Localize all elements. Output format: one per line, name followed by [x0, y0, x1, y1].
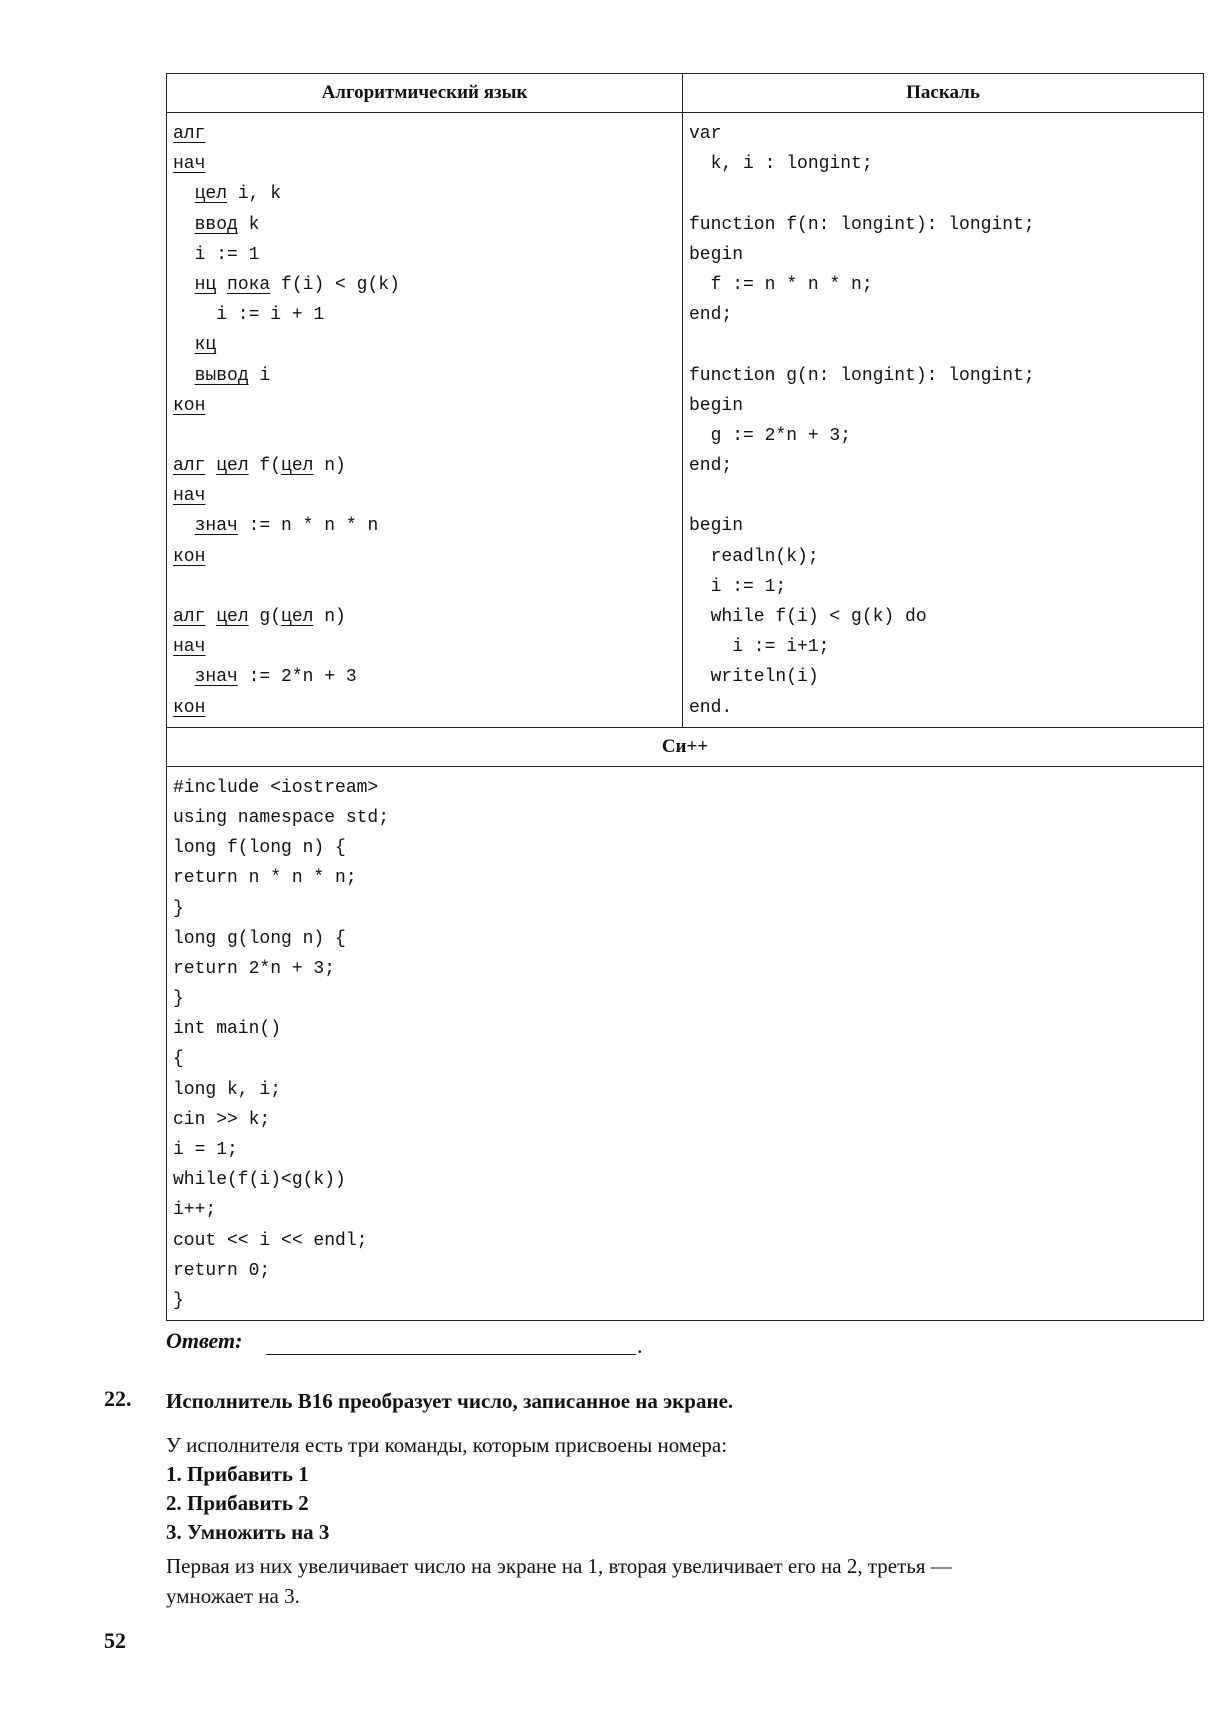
keyword: кон	[173, 395, 206, 416]
code-text: cin >> k;	[173, 1109, 271, 1130]
keyword: кон	[173, 697, 206, 718]
pascal-code-line	[689, 421, 1197, 451]
keyword: нач	[173, 637, 206, 658]
code-text: f(	[248, 456, 282, 477]
algo-code-line	[173, 693, 676, 723]
keyword: цел	[281, 607, 314, 627]
algo-code-line	[173, 361, 676, 391]
algo-code-line	[173, 572, 676, 602]
code-text: var	[689, 124, 722, 144]
code-text	[173, 184, 195, 204]
answer-blank	[266, 1354, 636, 1355]
cpp-code-line	[173, 1014, 1197, 1044]
pascal-code-line	[689, 179, 1197, 209]
code-text: int main()	[173, 1019, 282, 1040]
header-algo: Алгоритмический язык	[167, 74, 683, 113]
algo-code-line	[173, 179, 676, 209]
cpp-code-line	[173, 863, 1197, 893]
code-text: i = 1;	[173, 1140, 238, 1160]
code-text: f(i) < g(k)	[270, 274, 400, 295]
cpp-code-line	[173, 1105, 1197, 1135]
pascal-code-line	[689, 210, 1197, 240]
algo-code-line	[173, 542, 676, 572]
command-item: 3. Умножить на 3	[166, 1520, 330, 1544]
code-text: cout << i << endl;	[173, 1230, 368, 1251]
code-text: i := i+1;	[689, 637, 830, 658]
pascal-code-line	[689, 542, 1197, 572]
code-text: }	[173, 989, 184, 1010]
code-text: k, i : longint;	[689, 154, 873, 175]
code-text	[173, 275, 195, 295]
code-text: long g(long n) {	[173, 928, 346, 949]
code-text: end.	[689, 697, 733, 718]
cpp-code-line	[173, 1286, 1197, 1316]
cpp-code-line	[173, 984, 1197, 1014]
code-text: return 0;	[173, 1260, 271, 1281]
code-text: writeln(i)	[689, 667, 819, 688]
code-text	[205, 607, 216, 627]
code-text: return 2*n + 3;	[173, 958, 336, 979]
pascal-code-line	[689, 602, 1197, 632]
keyword: кон	[173, 546, 206, 567]
code-text: i, k	[227, 184, 282, 205]
algo-code-line	[173, 632, 676, 662]
algo-code-cell	[167, 113, 683, 728]
pascal-code-line	[689, 330, 1197, 360]
code-text: f := n * n * n;	[689, 274, 873, 295]
pascal-code-line	[689, 240, 1197, 270]
algo-code-line	[173, 240, 676, 270]
code-text	[173, 667, 195, 687]
algo-code-line	[173, 330, 676, 360]
keyword: нач	[173, 486, 206, 507]
pascal-code-cell	[683, 113, 1204, 728]
code-text	[173, 366, 195, 386]
cpp-code-line	[173, 924, 1197, 954]
cpp-code-line	[173, 833, 1197, 863]
keyword: цел	[281, 456, 314, 477]
command-item: 2. Прибавить 2	[166, 1491, 309, 1515]
code-text: g(	[248, 607, 282, 627]
algo-code-line	[173, 210, 676, 240]
algo-code-line	[173, 421, 676, 451]
keyword: кц	[194, 335, 217, 356]
code-text: }	[173, 1290, 184, 1311]
cpp-code-line	[173, 1135, 1197, 1165]
code-text: function g(n: longint): longint;	[689, 365, 1035, 386]
cpp-code-line	[173, 1256, 1197, 1286]
code-text: begin	[689, 395, 744, 416]
keyword: алг	[173, 607, 206, 627]
algo-code-line	[173, 391, 676, 421]
cpp-code-line	[173, 773, 1197, 803]
cpp-code-line	[173, 954, 1197, 984]
algo-code-line	[173, 119, 676, 149]
algo-code-line	[173, 451, 676, 481]
pascal-code-line	[689, 391, 1197, 421]
code-text: long k, i;	[173, 1079, 282, 1100]
keyword: цел	[216, 607, 249, 627]
task-description-line2: умножает на 3.	[166, 1584, 300, 1608]
algo-code-line	[173, 270, 676, 300]
cpp-code-line	[173, 803, 1197, 833]
code-text: n)	[313, 607, 346, 627]
pascal-code-line	[689, 662, 1197, 692]
code-text: return n * n * n;	[173, 868, 357, 889]
algo-code-line	[173, 511, 676, 541]
keyword: пока	[227, 274, 271, 295]
code-text	[216, 275, 227, 295]
cpp-code-line	[173, 1044, 1197, 1074]
cpp-code-line	[173, 1195, 1197, 1225]
code-text: long f(long n) {	[173, 838, 346, 859]
task-number: 22.	[104, 1386, 132, 1411]
cpp-code-cell	[167, 766, 1204, 1320]
keyword: ввод	[194, 214, 238, 235]
code-text	[173, 516, 195, 536]
code-text	[173, 215, 195, 235]
code-text: begin	[689, 516, 744, 537]
header-cpp: Си++	[167, 727, 1204, 766]
code-text: end;	[689, 456, 733, 477]
code-text: begin	[689, 244, 744, 265]
keyword: знач	[194, 667, 238, 688]
cpp-code-line	[173, 1226, 1197, 1256]
keyword: нач	[173, 154, 206, 175]
code-text: #include <iostream>	[173, 777, 379, 798]
pascal-code-line	[689, 119, 1197, 149]
code-text: i++;	[173, 1200, 217, 1221]
cpp-code-line	[173, 894, 1197, 924]
code-text: readln(k);	[689, 546, 819, 567]
keyword: цел	[194, 184, 228, 205]
task-intro: Исполнитель В16 преобразует число, записанное на экране.	[166, 1389, 734, 1413]
task-description-line1: Первая из них увеличивает число на экране на 1, вторая увеличивает его на 2, третья —	[166, 1554, 952, 1578]
code-text: while(f(i)<g(k))	[173, 1170, 346, 1191]
code-text: := n * n * n	[237, 516, 379, 537]
algo-code-line	[173, 481, 676, 511]
keyword: нц	[194, 274, 217, 295]
code-text: := 2*n + 3	[237, 667, 357, 688]
keyword: цел	[216, 456, 249, 477]
pascal-code-line	[689, 632, 1197, 662]
pascal-code-line	[689, 361, 1197, 391]
code-text: i := 1	[173, 244, 260, 265]
code-text: k	[237, 214, 260, 235]
pascal-code-line	[689, 511, 1197, 541]
code-text: g := 2*n + 3;	[689, 425, 852, 446]
code-text: {	[173, 1049, 184, 1070]
code-text	[173, 335, 195, 355]
command-item: 1. Прибавить 1	[166, 1462, 309, 1486]
task-commands-intro: У исполнителя есть три команды, которым присвоены номера:	[166, 1433, 728, 1457]
code-text: function f(n: longint): longint;	[689, 214, 1035, 235]
cpp-code-line	[173, 1075, 1197, 1105]
pascal-code-line	[689, 481, 1197, 511]
code-text: using namespace std;	[173, 807, 390, 828]
keyword: алг	[173, 124, 206, 144]
cpp-code-line	[173, 1165, 1197, 1195]
pascal-code-line	[689, 572, 1197, 602]
pascal-code-line	[689, 451, 1197, 481]
code-text: while f(i) < g(k) do	[689, 607, 927, 627]
pascal-code-line	[689, 149, 1197, 179]
code-text: end;	[689, 305, 733, 326]
code-text	[205, 456, 216, 476]
code-text: n)	[313, 456, 346, 477]
pascal-code-line	[689, 693, 1197, 723]
pascal-code-line	[689, 270, 1197, 300]
pascal-code-line	[689, 300, 1197, 330]
keyword: алг	[173, 456, 206, 477]
keyword: знач	[194, 516, 238, 537]
header-pascal: Паскаль	[683, 74, 1204, 113]
code-table	[166, 73, 1204, 1321]
answer-end: .	[637, 1333, 643, 1358]
algo-code-line	[173, 300, 676, 330]
page-number: 52	[104, 1628, 126, 1653]
answer-label: Ответ:	[166, 1328, 243, 1353]
keyword: вывод	[194, 365, 249, 386]
algo-code-line	[173, 149, 676, 179]
code-text: }	[173, 898, 184, 919]
algo-code-line	[173, 662, 676, 692]
code-text: i	[248, 365, 271, 386]
code-text: i := 1;	[689, 576, 787, 597]
code-text: i := i + 1	[173, 305, 325, 326]
algo-code-line	[173, 602, 676, 632]
